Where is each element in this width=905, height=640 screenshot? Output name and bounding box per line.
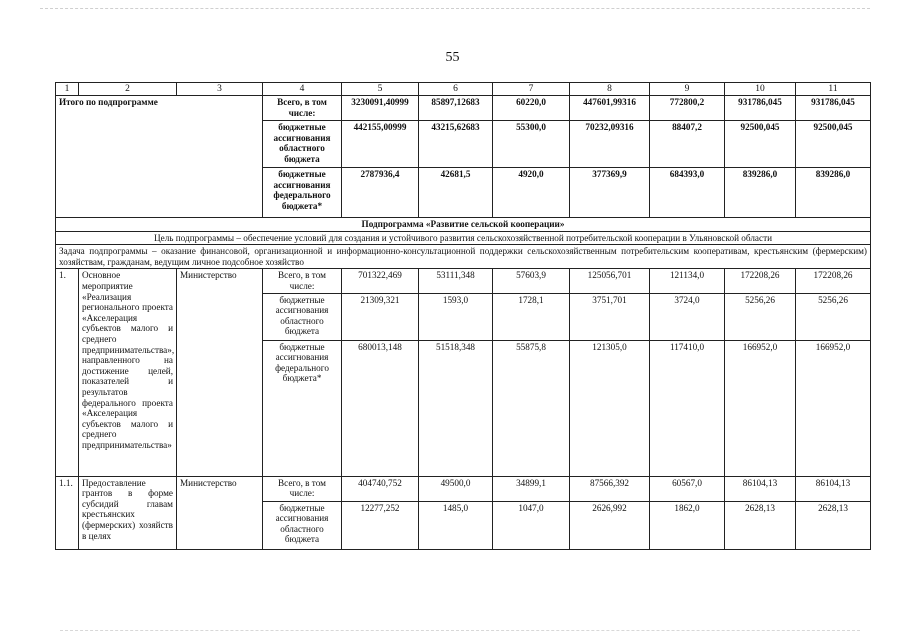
value-cell: 772800,2 <box>650 96 725 121</box>
row-label: бюджетные ассигнования федерального бюджета* <box>263 168 342 218</box>
row-label: Всего, в том числе: <box>263 269 342 293</box>
value-cell: 377369,9 <box>570 168 650 218</box>
value-cell: 121134,0 <box>650 269 725 293</box>
page-number: 55 <box>445 50 460 65</box>
value-cell: 117410,0 <box>650 340 725 476</box>
header-cell: 1 <box>56 83 79 96</box>
value-cell: 86104,13 <box>725 476 796 501</box>
subprogram-task: Задача подпрограммы – оказание финансовой, организационной и информационно-консультационной поддержки сельскохозяйственным потребительским кооперативам, крестьянским (фермерским) хозяйствам, гражданам, ведущим личное подсобное хозяйство <box>56 245 871 269</box>
value-cell: 85897,12683 <box>419 96 493 121</box>
value-cell: 1728,1 <box>493 293 570 340</box>
header-cell: 4 <box>263 83 342 96</box>
value-cell: 2628,13 <box>725 501 796 549</box>
subprogram-title: Подпрограмма «Развитие сельской кооперации» <box>56 218 871 232</box>
scan-artifact-bottom <box>60 630 860 631</box>
value-cell: 70232,09316 <box>570 121 650 168</box>
value-cell: 684393,0 <box>650 168 725 218</box>
value-cell: 21309,321 <box>342 293 419 340</box>
value-cell: 1593,0 <box>419 293 493 340</box>
header-cell: 11 <box>796 83 871 96</box>
value-cell: 1485,0 <box>419 501 493 549</box>
header-cell: 5 <box>342 83 419 96</box>
value-cell: 3724,0 <box>650 293 725 340</box>
header-cell: 10 <box>725 83 796 96</box>
value-cell: 87566,392 <box>570 476 650 501</box>
value-cell: 839286,0 <box>796 168 871 218</box>
value-cell: 5256,26 <box>796 293 871 340</box>
item-name: Предоставление грантов в форме субсидий главам крестьянских (фермерских) хозяйств в целях <box>79 476 177 549</box>
value-cell: 3230091,40999 <box>342 96 419 121</box>
value-cell: 680013,148 <box>342 340 419 476</box>
value-cell: 34899,1 <box>493 476 570 501</box>
table-row <box>56 476 871 501</box>
value-cell: 1862,0 <box>650 501 725 549</box>
item-name: Основное мероприятие «Реализация регионального проекта «Акселерация субъектов малого и среднего предпринимательства», направленного на достижение целей, показателей и результатов федерального проекта «Акселерация субъектов малого и среднего предпринимательства» <box>79 269 177 476</box>
table-row <box>56 269 871 293</box>
value-cell: 2628,13 <box>796 501 871 549</box>
value-cell: 88407,2 <box>650 121 725 168</box>
row-label: Всего, в том числе: <box>263 96 342 121</box>
value-cell: 92500,045 <box>725 121 796 168</box>
row-label: бюджетные ассигнования федерального бюджета* <box>263 340 342 476</box>
value-cell: 57603,9 <box>493 269 570 293</box>
value-cell: 49500,0 <box>419 476 493 501</box>
value-cell: 447601,99316 <box>570 96 650 121</box>
value-cell: 86104,13 <box>796 476 871 501</box>
value-cell: 121305,0 <box>570 340 650 476</box>
row-label: бюджетные ассигнования областного бюджета <box>263 293 342 340</box>
value-cell: 12277,252 <box>342 501 419 549</box>
value-cell: 172208,26 <box>796 269 871 293</box>
value-cell: 931786,045 <box>796 96 871 121</box>
row-label: бюджетные ассигнования областного бюджета <box>263 501 342 549</box>
total-title: Итого по подпрограмме <box>56 96 263 218</box>
item-number: 1. <box>56 269 79 476</box>
header-cell: 8 <box>570 83 650 96</box>
table-row <box>56 96 871 121</box>
value-cell: 4920,0 <box>493 168 570 218</box>
value-cell: 166952,0 <box>725 340 796 476</box>
value-cell: 1047,0 <box>493 501 570 549</box>
value-cell: 2626,992 <box>570 501 650 549</box>
scan-artifact-top <box>40 8 870 9</box>
item-executor: Министерство <box>177 476 263 549</box>
value-cell: 5256,26 <box>725 293 796 340</box>
goal-row <box>56 231 871 245</box>
value-cell: 701322,469 <box>342 269 419 293</box>
value-cell: 125056,701 <box>570 269 650 293</box>
value-cell: 839286,0 <box>725 168 796 218</box>
value-cell: 55300,0 <box>493 121 570 168</box>
value-cell: 172208,26 <box>725 269 796 293</box>
item-executor: Министерство <box>177 269 263 476</box>
value-cell: 92500,045 <box>796 121 871 168</box>
value-cell: 2787936,4 <box>342 168 419 218</box>
item-number: 1.1. <box>56 476 79 549</box>
header-cell: 6 <box>419 83 493 96</box>
value-cell: 51518,348 <box>419 340 493 476</box>
header-cell: 9 <box>650 83 725 96</box>
value-cell: 60220,0 <box>493 96 570 121</box>
value-cell: 3751,701 <box>570 293 650 340</box>
value-cell: 166952,0 <box>796 340 871 476</box>
value-cell: 442155,00999 <box>342 121 419 168</box>
row-label: Всего, в том числе: <box>263 476 342 501</box>
header-cell: 3 <box>177 83 263 96</box>
value-cell: 53111,348 <box>419 269 493 293</box>
value-cell: 404740,752 <box>342 476 419 501</box>
value-cell: 55875,8 <box>493 340 570 476</box>
value-cell: 931786,045 <box>725 96 796 121</box>
header-cell: 2 <box>79 83 177 96</box>
subprogram-row <box>56 218 871 232</box>
header-row <box>56 83 871 96</box>
task-row <box>56 245 871 269</box>
row-label: бюджетные ассигнования областного бюджета <box>263 121 342 168</box>
budget-table <box>55 82 871 550</box>
value-cell: 60567,0 <box>650 476 725 501</box>
header-cell: 7 <box>493 83 570 96</box>
subprogram-goal: Цель подпрограммы – обеспечение условий для создания и устойчивого развития сельскохозяйственной потребительской кооперации в Ульяновской области <box>56 231 871 245</box>
value-cell: 43215,62683 <box>419 121 493 168</box>
value-cell: 42681,5 <box>419 168 493 218</box>
